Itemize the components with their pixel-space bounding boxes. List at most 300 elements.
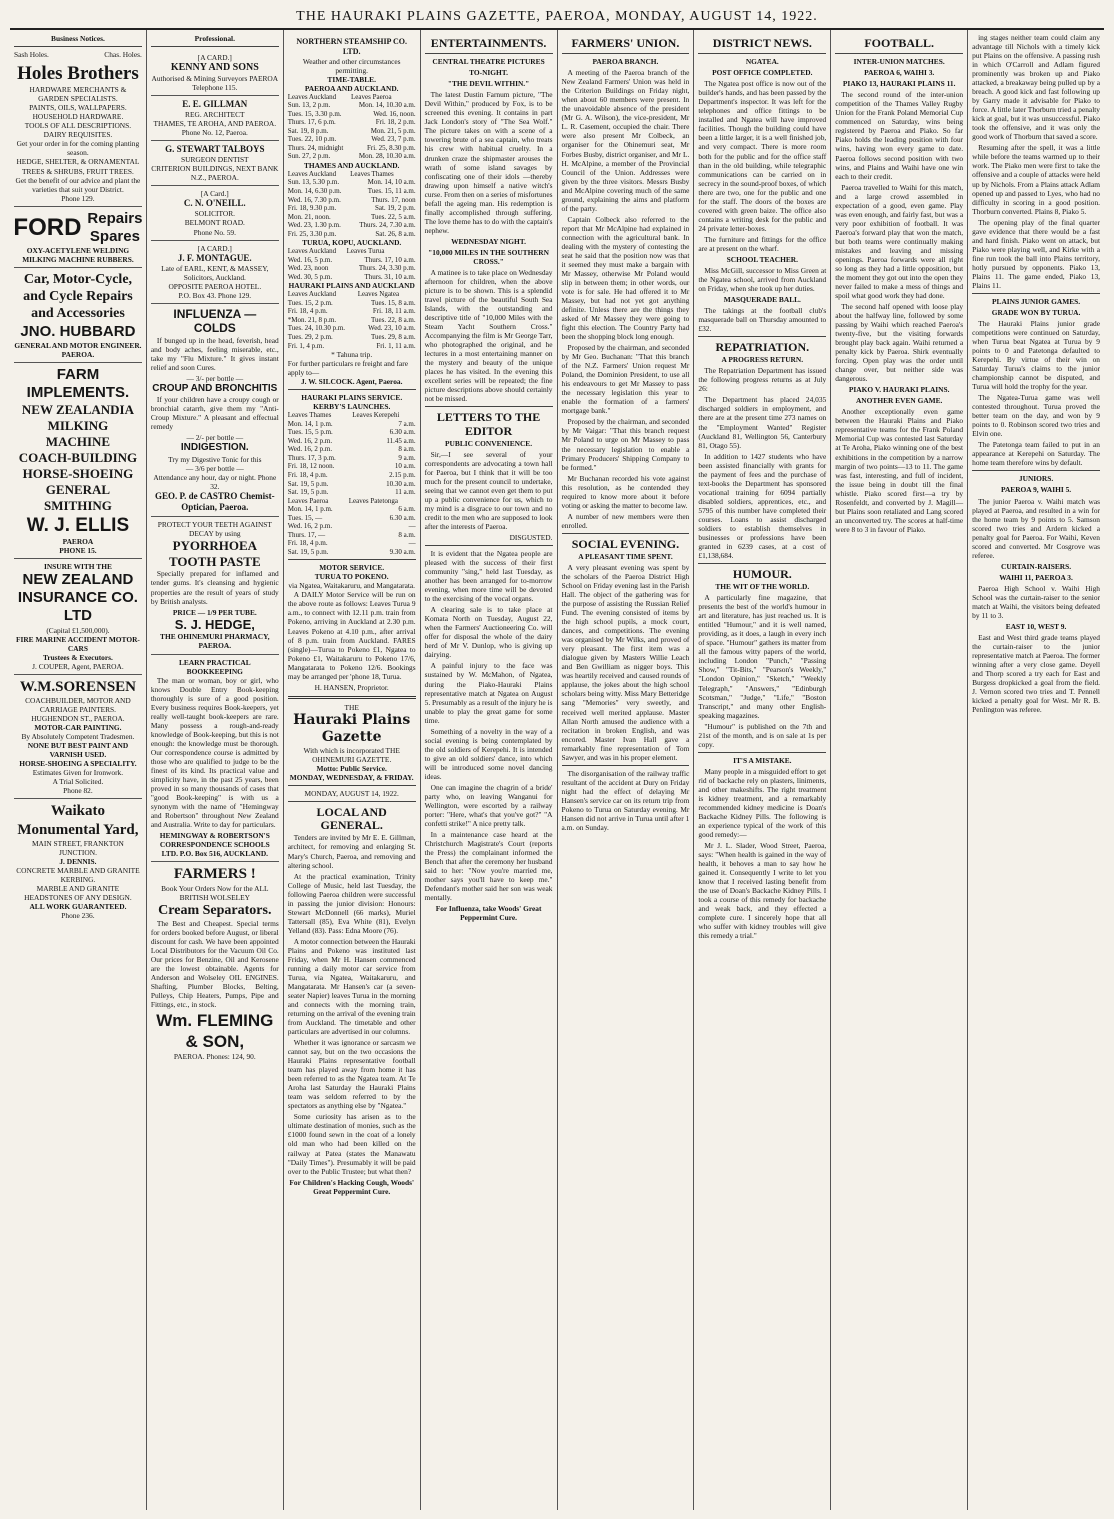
nss-title: NORTHERN STEAMSHIP CO. LTD. [296, 37, 407, 56]
farmers-heading: FARMERS' UNION. [571, 36, 680, 50]
card-line: Telephone 115. [192, 83, 238, 93]
table-row [288, 230, 416, 239]
fu-para: Mr Buchanan recorded his vote against this resolution, as he contended they required to know more about it before voting or asking the matter to become law. [561, 473, 690, 510]
table-row [288, 187, 416, 196]
farmers-ad [151, 862, 279, 1064]
table-cell: *Mon. 21, 8 p.m. [287, 315, 337, 324]
local-para: Some curiosity has arisen as to the ultimate destination of monies, such as the £1000 found sewn in the coat of a lonely old man who had been killed on the railway at Patea (states the Manawatu "Daily Times"). Presumably it will be paid over to the Public Trustee; but what then? [287, 1112, 416, 1176]
table-cell: Thurs. 17, 6 p.m. [287, 118, 336, 127]
sorensen-line: Phone 82. [63, 786, 93, 796]
ford-logo: FORD [13, 214, 82, 242]
curtain-score: WAIHI 11, PAEROA 3. [999, 572, 1073, 582]
letters-heading: LETTERS TO THE EDITOR [436, 410, 541, 438]
social-heading: SOCIAL EVENING. [571, 536, 680, 551]
table-row [288, 522, 416, 531]
pyorrhoea-price: PRICE — 1/9 PER TUBE. [172, 607, 257, 617]
progress-sub: A PROGRESS RETURN. [721, 355, 804, 365]
fb-sub: PIAKO V. HAURAKI PLAINS. [848, 385, 950, 395]
table-cell: Wed. 23, noon [287, 264, 329, 273]
table-row [288, 264, 416, 273]
branch-sub: PAEROA BRANCH. [592, 57, 659, 67]
silcock: J. W. SILCOCK. Agent, Paeroa. [300, 377, 403, 387]
table-cell: Sat. 19, 2 p.m. [374, 204, 416, 213]
table-cell: Wed. 23, 7 p.m. [371, 135, 416, 144]
table-cell: 8 a.m. [398, 530, 416, 539]
fu-para: A number of new members were then enrolled. [561, 511, 690, 530]
ellis-line: PHONE 15. [59, 545, 97, 555]
freight: For further particulars re freight and fare apply to— [287, 359, 408, 378]
table-cell: Fri. 18, 11 a.m. [372, 307, 416, 316]
local2-para: One can imagine the chagrin of a bride' party who, on leaving Wanganui for Wellington, were escorted by a railway porter: "Here, what's that you've got?" "A confetti strike!" A nice pretty talk. [424, 782, 553, 828]
card-line: REG. ARCHITECT [185, 110, 245, 120]
section-heading: Professional. [194, 34, 235, 43]
table-cell: 7 a.m. [398, 419, 416, 428]
sorensen-line: By Absolutely Competent Tradesmen. [21, 732, 135, 742]
table-row [288, 505, 416, 514]
table-cell: Wed. 16, 5 p.m. [287, 255, 333, 264]
table-cell: Thurs. 31, 10 a.m. [364, 272, 416, 281]
sorensen-line: A Trial Solicited. [52, 777, 104, 787]
table-header: Leaves Paeroa [351, 92, 392, 101]
table-row [288, 488, 416, 497]
fb-para: The second round of the inter-union competition of the Thames Valley Rugby Union for the Frank Poland Memorial Cup commenced on Saturday, wins being registered by Paeroa and Piako. So far Piako holds the leading position with four wins, having won every game to date. Paeroa follows second position with two wins, and Plains and Waihi have one win each to their credit. [835, 90, 964, 181]
miles-para: A matinee is to take place on Wednesday afternoon for children, when the above picture is to be shown. This is a splendid travel picture of the beautiful South Sea Islands, with the outstanding and descriptive title of "10,000 Miles with the Steam Yacht Southern Cross." Accompanying the film is Mr George Tarr, who photographed the original, and he lectures in a most entertaining manner on the mystery and beauty of the unique places he has visited. In the evening this excellent series will be repeated; the fine picture descriptions above should certainly not be missed. [424, 267, 553, 404]
juniors-score: PAEROA 9, WAIHI 5. [1000, 485, 1072, 495]
table-cell: 6.30 a.m. [389, 513, 416, 522]
east-text: East and West third grade teams played the curtain-raiser to the junior representative match at Paeroa. The former winning after a very close game. Deyell and Thorp scored a try each for East and Burgess dropkicked a goal from the field. J. Vernon scored two tries and T. Pennell kicked a penalty goal for West. Mr R. B. Penlington was referee. [972, 632, 1100, 715]
table-cell: Tues. 15, 3.30 p.m. [287, 109, 342, 118]
gazette-date: MONDAY, AUGUST 14, 1922. [304, 789, 399, 799]
table-header: Leaves Patetonga [348, 496, 398, 505]
card-line: Phone No. 12, Paeroa. [181, 128, 248, 138]
table-cell: Wed. 30, 5 p.m. [287, 272, 333, 281]
table-header: Leaves Thames [287, 411, 332, 420]
table-cell: Tues. 22, 10 p.m. [287, 135, 337, 144]
table-cell: Mon. 14, 1 p.m. [287, 419, 333, 428]
table-cell: Mon. 14, 1 p.m. [287, 505, 333, 514]
nzic-line: Trustees & Executors. [43, 652, 113, 662]
influenza-text: If bunged up in the head, feverish, head and body aches, feeling miserable, etc., take my "Flu Mixture." It gives instant relief and soon Cures. [150, 335, 279, 372]
gazette-days: MONDAY, WEDNESDAY, & FRIDAY. [289, 773, 414, 782]
table-row [288, 539, 416, 548]
card-line: E. E. GILLMAN [182, 99, 248, 110]
table-cell: — [408, 539, 416, 548]
table-cell: Mon. 21, 5 p.m. [370, 126, 416, 135]
table-cell: Thurs. 24, 7.30 a.m. [359, 221, 416, 230]
tk-table [288, 247, 416, 281]
table-cell: 6.30 a.m. [389, 428, 416, 437]
ta-heading: THAMES AND AUCKLAND. [303, 160, 400, 170]
fleming-name: Wm. FLEMING & SON, [156, 1010, 274, 1051]
woods-ad: For Influenza, take Woods' Great Peppermint Cure. [435, 904, 542, 923]
table-cell: Thurs. 17, 3 p.m. [287, 453, 336, 462]
local-heading: LOCAL AND GENERAL. [316, 805, 387, 833]
table-cell: Tues. 15, 5 p.m. [287, 428, 333, 437]
nzic-title: NEW ZEALAND INSURANCE CO. LTD [17, 570, 138, 625]
table-cell: 9.30 a.m. [389, 547, 416, 556]
table-cell: 10 a.m. [394, 462, 416, 471]
gazette-title: Hauraki Plains Gazette [293, 711, 411, 745]
table-cell: Wed. 23, 10 a.m. [368, 324, 416, 333]
holes-line: Phone 129. [61, 193, 95, 203]
table-row [288, 256, 416, 265]
junior-heading: PLAINS JUNIOR GAMES. [992, 296, 1081, 306]
card-line: C. N. O'NEILL. [183, 198, 246, 209]
letter-signature: DISGUSTED. [509, 533, 553, 543]
wit-sub: THE WIT OF THE WORLD. [715, 582, 810, 592]
mistake-para: Many people in a misguided effort to get rid of backache rely on plasters, liniments, and other makeshifts. The right treatment is kidney treatment, and a remarkably recommended kidney medicine is Doan's Backache Kidney Pills. The following is an experience typical of the work of this good remedy:— [698, 766, 827, 839]
kenny-card [151, 50, 279, 96]
fu-para: A meeting of the Paeroa branch of the New Zealand Farmers' Union was held in the Criterion Buildings on Friday night, when about 60 members were present. In the unavoidable absence of the president (Mr G. A. Wilson), the vice-president, Mr L. R. Casement, occupied the chair. There were also present Mr Colbeck, an organiser for the Ohinemuri seat, Mr Forbes Busby, district organiser, and Mr L. H. McAlpine, a member of the Provincial Council of the Union. Addresses were given by the three visitors. Messrs Busby and McAlpine covering much of the same ground, explaining the aims and platform of the party. [561, 68, 690, 213]
hubbard-line: GENERAL AND MOTOR ENGINEER. [14, 340, 142, 350]
coach-title: COACH-BUILDING HORSE-SHOEING GENERAL SMITHING [18, 450, 138, 513]
fb-para: Another exceptionally even game between the Hauraki Plains and Piako representative teams for the Frank Poland Memorial Cup was contested last Saturday at Te Aroha, Piako winning one of the best exhibitions in the competition by a narrow margin of two points—13 to 11. The game was fast, interesting, and full of incident, the issue being in doubt till the final whistle. Piako scored first—a try by Rosenfeldt, and converted by J. Magill—but Plains soon retaliated and Lang scored an unconverted try. The scores at half-time were 8 to 3 in favour of Piako. [835, 407, 964, 534]
table-row [288, 437, 416, 446]
card-line: THAMES, TE AROHA, AND PAEROA. [153, 119, 277, 129]
turua-sub: via Ngatea, Waitakaruru, and Mangatarata. [288, 581, 416, 591]
jr-para: The Hauraki Plains junior grade competitions were continued on Saturday, when Turua beat Ngatea at Turua by 9 points to 0 and Patetonga defaulted to Kerepehi. By virtue of their win on Saturday Turua's claims to the junior championship cannot be disputed, and Turua will hold the trophy for the year. [972, 318, 1100, 392]
repat-para: The Department has placed 24,035 discharged soldiers in employment, and there are at the present time 273 names on the "Employment Wanted" Register (Auckland 81, Wellington 56, Canterbury 81, Otago 55). [698, 395, 827, 450]
kerby-title: KERBY'S LAUNCHES. [313, 402, 391, 412]
table-row [288, 307, 416, 316]
pleasant-sub: A PLEASANT TIME SPENT. [578, 551, 673, 561]
table-row [288, 462, 416, 471]
post-sub: POST OFFICE COMPLETED. [712, 68, 813, 78]
hps-title: HAURAKI PLAINS SERVICE. [301, 393, 403, 403]
table-cell: Fri. 25, 3.30 p.m. [287, 229, 337, 238]
column-4-entertainments [421, 30, 558, 1510]
table-row [288, 178, 416, 187]
social-para: A very pleasant evening was spent by the scholars of the Paeroa District High School on Friday evening last in the Parish Hall. The object of the gathering was for the purpose of assisting the Russian Relief Fund. The evening consisted of items by the high school pupils, a mock court, dances, and competitions. The evening was organised by Mr Wilks, and proved of very pleasant. The first item was a dialogue given by Masters Willie Leach and Ben Gwilliam as nigger boys. This was heartily received and caused rounds of applause, the jokes about the high school scholars being witty. Miss Mary Betteridge sang "Memories" very sweetly, and received well merited applause. Master Allan North amused the audience with a recitation in broken English, and was encored. Master Ivan Hall gave a remarkably fine representation of Tom Sawyer, and was in his proper element. [561, 563, 690, 762]
table-row [288, 454, 416, 463]
croup-text: If your children have a croupy cough or bronchial catarrh, give them my "Anti-Croup Mixture." A pleasant and effectual remedy [150, 395, 279, 432]
waikato-line: MAIN STREET, FRANKTON JUNCTION. [31, 839, 124, 858]
table-row [288, 428, 416, 437]
sorensen-line: MOTOR-CAR PAINTING. [34, 723, 122, 733]
table-row [288, 127, 416, 136]
nzic-line: (Capital £1,500,000). [46, 625, 110, 635]
gillman-card [151, 96, 279, 141]
table-cell: Thurs. 17, 10 a.m. [364, 255, 416, 264]
holes-line: PAINTS, OILS, WALLPAPERS. [29, 103, 127, 113]
sorensen-title: W.M.SORENSEN [19, 678, 136, 695]
social-para: The disorganisation of the railway traffic resultant of the accident at Dury on Friday night had the effect of delaying Mr Hansen's service car on its return trip from Pokeno to Turua on Saturday evening. Mr Hansen did not arrive in Turua until after 1 a.m. on Sunday. [561, 768, 690, 832]
card-line: [A CARD.] [197, 53, 232, 63]
table-row [288, 445, 416, 454]
table-row [288, 480, 416, 489]
holes-line: HEDGE, SHELTER, & ORNAMENTAL TREES & SHRUBS, FRUIT TREES. [16, 157, 140, 176]
ford-repairs: Repairs Spares [87, 209, 143, 245]
table-row [288, 152, 416, 161]
mistake-para: Mr J. L. Slader, Wood Street, Paeroa, says: "When health is gained in the way of health, it behoves a man to say how he gained it. Consequently I write to let you know that I received lasting benefit from the use of Doan's Backache Kidney Pills. I took a course of this remedy for backache and weak back, and they effected a complete cure. I sincerely hope that all who suffer with kidney troubles will give this remedy a trial." [698, 841, 827, 941]
hemingway: HEMINGWAY & ROBERTSON'S CORRESPONDENCE SCHOOLS LTD. P.O. Box 516, AUCKLAND. [159, 831, 270, 859]
talboys-card [151, 141, 279, 186]
card-line: SURGEON DENTIST [181, 155, 249, 165]
waikato-title: Waikato Monumental Yard, [17, 803, 139, 838]
table-row [288, 196, 416, 205]
car-repairs-title: Car, Motor-Cycle, and Cycle Repairs and Accessories [23, 272, 133, 322]
table-cell: Sun. 13, 2 p.m. [287, 101, 331, 110]
turua-title: TURUA TO POKENO. [314, 572, 389, 582]
table-cell: Tues. 24, 10.30 p.m. [287, 324, 346, 333]
table-cell: Wed. 23, 1.30 p.m. [287, 221, 341, 230]
table-cell: Sat. 19, 5 p.m. [287, 547, 329, 556]
masq-sub: MASQUERADE BALL. [723, 294, 801, 304]
oneill-card [151, 186, 279, 240]
column-3-timetables [284, 30, 421, 1510]
kerby2-table [288, 497, 416, 557]
masq-text: The takings at the football club's masquerade ball on Thursday amounted to £32. [698, 306, 827, 334]
chemist-ad [151, 304, 279, 517]
sorensen-line: HUGHENDON ST., PAEROA. [31, 714, 125, 724]
timetable-title: TIME-TABLE. [327, 74, 376, 84]
card-line: BELMONT ROAD. [184, 218, 245, 228]
table-cell: Mon. 21, noon. [287, 212, 331, 221]
local2-para: It is evident that the Ngatea people are pleased with the success of their first community "sing," held last Tuesday, as another has been arranged for to-morrow evening, when more time will be devoted to the exercising of the vocal organs. [424, 549, 553, 604]
table-row [288, 316, 416, 325]
ford-line: MILKING MACHINE RUBBERS. [22, 255, 134, 265]
ent-heading: ENTERTAINMENTS. [430, 36, 547, 50]
table-cell: Fri. 18, 12 noon. [287, 462, 335, 471]
holes-line: TOOLS OF ALL DESCRIPTIONS. DAIRY REQUISITES. [24, 121, 132, 140]
indigestion-price: — 3/6 per bottle — [185, 463, 244, 473]
table-cell: Tues. 22, 8 a.m. [370, 315, 416, 324]
inter-sub: INTER-UNION MATCHES. [853, 57, 945, 67]
kerby-table [288, 411, 416, 496]
influenza-title: INFLUENZA — COLDS [173, 306, 257, 336]
table-cell: 9 a.m. [398, 453, 416, 462]
school-sub: SCHOOL TEACHER. [726, 254, 798, 264]
attendance: Attendance any hour, day or night. Phone 32. [153, 472, 277, 491]
farmers-title: FARMERS ! [173, 866, 256, 883]
local2-para: In a maintenance case heard at the Christchurch Magistrate's Court (reports the Press) the complainant informed the Bench that after the ceremony her husband said to her: "Now you're married me, mother says you'll have to keep me." Defendant's mother said her son was weak mentally. [424, 830, 553, 903]
fb-para: Paeroa travelled to Waihi for this match, and a large crowd assembled in expectation of a good, even game. Play was even enough, and fairly fast, but was a very poor exhibition of football. It was Paeroa's forward play that won the match, but both teams were continually making mistakes and leaving and missing openings. Paeroa forwards were all right so long as they had a little opposition, but the moment they got out into the open they never failed to make a mess of things and spoil what good work they had done. [835, 182, 964, 300]
score-sub: PAEROA 6, WAIHI 3. [864, 68, 935, 78]
table-row [288, 135, 416, 144]
table-row [288, 204, 416, 213]
table-cell: Fri. 1, 4 p.m. [287, 341, 325, 350]
table-row [288, 342, 416, 351]
indigestion-title: INDIGESTION. [180, 442, 249, 454]
curtain-text: Paeroa High School v. Waihi High School was the curtain-raiser to the senior match at Waihi, the visitors being defeated by 11 to 3. [972, 583, 1100, 620]
waikato-ad [14, 799, 142, 923]
school-text: Miss McGill, successor to Miss Green at the Ngatea school, arrived from Auckland on Friday, when she took up her duties. [698, 265, 827, 293]
cream-title: Cream Separators. [158, 902, 272, 918]
table-cell: Wed. 16, 2 p.m. [287, 522, 333, 531]
table-header: Leaves Thames [350, 169, 394, 178]
ellis-name: W. J. ELLIS [26, 514, 130, 536]
local-para: A motor connection between the Hauraki Plains and Pokeno was instituted last Friday, when Mr H. Hansen commenced running a daily motor car service from Turua, via Ngatea, Waitakaruru, and Mangatarata. Mr Hansen's car (a seven-seater Napier) leaves Turua in the morning and connects with the morning train, returning on the arrival of the evening train from Auckland. The timetable and other particulars are advertised in our columns. [287, 936, 416, 1037]
table-row [288, 144, 416, 153]
table-cell: Tues. 15, — [287, 513, 323, 522]
ellis-line: PAEROA [62, 536, 94, 546]
table-cell: Fri. 18, 2 p.m. [375, 118, 416, 127]
table-cell: Fri. 1, 11 a.m. [376, 341, 416, 350]
ford-line: OXY-ACETYLENE WELDING [26, 246, 130, 256]
hubbard-line: PAEROA. [61, 349, 95, 359]
fleming-sub: PAEROA. Phones: 124, 90. [173, 1052, 256, 1062]
table-cell: Mon. 14, 10 a.m. [367, 178, 416, 187]
column-5-farmers-union [558, 30, 695, 1510]
holes-line: Get the benefit of our advice and plant the varieties that suit your District. [15, 175, 141, 194]
table-cell: Thurs. 17, noon [371, 195, 416, 204]
repat-para: In addition to 1427 students who have been assisted financially with grants for the payment of fees and the purchase of text-books the Department has sponsored vocational training for 6094 partially disabled soldiers, apprentices, etc., and 5795 of this number have completed their courses. Loans to assist discharged soldiers to establish themselves in businesses or professions have been granted in 6239 cases, at a cost of £1,138,684. [698, 451, 827, 560]
ad-name-left: Sash Holes. [14, 50, 49, 60]
table-row [288, 273, 416, 282]
table-cell: Mon. 14, 6.30 p.m. [287, 186, 342, 195]
table-header: Leaves Kerepehi [352, 411, 400, 420]
masthead: THE HAURAKI PLAINS GAZETTE, PAEROA, MONDAY, AUGUST 14, 1922. [10, 6, 1104, 30]
farm-title: FARM IMPLEMENTS. [26, 365, 130, 402]
waikato-line: ALL WORK GUARANTEED. [29, 902, 127, 912]
table-cell: Sat. 19, 5 p.m. [287, 488, 329, 497]
table-cell: Sat. 26, 8 a.m. [375, 229, 416, 238]
table-cell: Sat. 19, 8 p.m. [287, 126, 329, 135]
mistake-sub: IT'S A MISTAKE. [733, 755, 792, 765]
grade-sub: GRADE WON BY TURUA. [991, 307, 1081, 317]
local2-para: A clearing sale is to take place at Komata North on Tuesday, August 22, when the Farmers' Auctioneering Co. will offer for disposal the whole of the dairy herd of Mr V. Dunlop, who is giving up dairying. [424, 605, 553, 660]
holes-line: HARDWARE MERCHANTS & GARDEN SPECIALISTS. [29, 85, 127, 104]
table-row [288, 299, 416, 308]
card-line: SOLICITOR. [194, 209, 235, 219]
local-para: Whether it was ignorance or sarcasm we cannot say, but on the two occasions the Hauraki Plains representative football team has played away from home it has been referred to as the Ngatea team. At Te Aroha last Saturday the Hauraki Plains team was seldom referred to by the spectators as anything else by "Ngatea." [287, 1038, 416, 1111]
sorensen-ad [14, 675, 142, 800]
table-cell: Thurs. 24, 3.30 p.m. [358, 264, 416, 273]
district-heading: DISTRICT NEWS. [712, 36, 812, 50]
waikato-line: MARBLE AND GRANITE HEADSTONES OF ANY DESIGN. [24, 884, 132, 903]
card-line: [A CARD.] [197, 243, 232, 253]
table-cell: Wed. 16, 7.30 p.m. [287, 195, 341, 204]
table-cell: Sun. 13, 5.30 p.m. [287, 178, 340, 187]
table-cell: Fri. 18, 9.30 p.m. [287, 204, 337, 213]
columns [10, 30, 1104, 1510]
croup-title: CROUP AND BRONCHITIS [152, 383, 278, 395]
card-line: G. STEWART TALBOYS [165, 144, 265, 155]
table-header: Leaves Auckland [287, 290, 337, 299]
influenza-price: — 3/- per bottle — [186, 374, 244, 384]
wed-sub: WEDNESDAY NIGHT. [451, 236, 526, 246]
holes-line: Get your order in for the coming planting season. [16, 139, 140, 158]
humour-para: A particularly fine magazine, that presents the best of the world's humour in art and literature, has just reached us. It is entitled "Humour," and it is well named, providing, as it does, a laugh in every inch of space. "Humour" gathers its matter from all the famous witty papers of the world, including London "Punch," "Passing Show," "Tit-Bits," "Pearson's Weekly," "London Opinion," "Sketch," "Weekly Telegraph," "Answers," "Edinburgh Scotsman," "Judge," "Life," "Boston Transcript," and many other English-speaking magazines. [698, 593, 827, 720]
humour-para: "Humour" is published on the 7th and 21st of the month, and is on sale at 1s per copy. [698, 721, 827, 749]
waikato-line: Phone 236. [61, 911, 95, 921]
nzic-line: FIRE MARINE ACCIDENT MOTOR-CARS [15, 634, 140, 653]
fu-para: Captain Colbeck also referred to the report that Mr McAlpine had explained in connection with the agricultural bank. In dealing with the mystery of contesting the seat he said that the position now was that it seemed they must make a bargain with Mr Massey, otherwise Mr Poland would slip in between them; in other words, our vote is for sale. He had offered it to Mr Massey, but had not yet got anything definite. Unless there are the things they asked of Mr Massey they were going to fight this election. The Country Party had been the shopping block long enough. [561, 214, 690, 342]
table-row [288, 324, 416, 333]
ta-table [288, 170, 416, 238]
fu-para: Proposed by the chairman, and seconded by Mr Vaigar: "That this branch request Mr Poland to urge on Mr Massey to pass the necessary legislation to enable a Primary Producers' Shipping Company to be formed." [561, 417, 690, 472]
hedge-name: S. J. HEDGE, [174, 616, 255, 632]
farm-implements-ad [14, 363, 142, 559]
fb-sub: ANOTHER EVEN GAME. [855, 396, 943, 406]
hubbard-name: JNO. HUBBARD [20, 322, 136, 340]
card-line: OPPOSITE PAEROA HOTEL. [168, 281, 262, 291]
humour-heading: HUMOUR. [732, 566, 792, 581]
table-header: Leaves Turua [346, 247, 385, 256]
score-sub: PIAKO 13, HAURAKI PLAINS 11. [842, 79, 956, 89]
table-cell: Mon. 14, 10.30 a.m. [358, 101, 416, 110]
repat-para: The Repatriation Department has issued the following progress returns as at July 26: [698, 366, 827, 394]
curtain-heading: CURTAIN-RAISERS. [1001, 561, 1072, 571]
table-cell: Wed. 16, 2 p.m. [287, 436, 333, 445]
table-row [288, 333, 416, 342]
table-header: Leaves Auckland [287, 169, 337, 178]
farmers-text: Book Your Orders Now for the ALL BRITISH WOLSELEY [161, 883, 269, 902]
sorensen-line: NONE BUT BEST PAINT AND VARNISH USED. [27, 741, 129, 760]
montague-card [151, 241, 279, 304]
card-line: Phone No. 59. [193, 227, 236, 237]
tk-heading: TURUA, KOPU, AUCKLAND. [302, 238, 402, 248]
table-header: Leaves Ngatea [357, 290, 400, 299]
table-cell: Thurs. 24, midnight [287, 143, 344, 152]
column-7-football [831, 30, 968, 1510]
waikato-line: CONCRETE MARBLE AND GRANITE KERBING. [16, 866, 140, 885]
table-cell: Sat. 19, 5 p.m. [287, 479, 329, 488]
table-cell: Fri. 18, 4 p.m. [287, 307, 328, 316]
central-sub: CENTRAL THEATRE PICTURES [432, 57, 545, 67]
car-repairs-ad [14, 268, 142, 363]
insure-with: INSURE WITH THE [43, 561, 112, 571]
local-para: At the practical examination, Trinity College of Music, held last Tuesday, the following Paeroa children were successful in passing the junior division: Honours: Stewart McDonnell (66 marks), Muriel Tattersall (85), Eva White (81), Evelyn Yelland (83). Pass: Edna Moore (76). [287, 871, 416, 935]
table-cell: 2.15 p.m. [389, 470, 416, 479]
table-row [288, 110, 416, 119]
card-line: P.O. Box 43. Phone 129. [178, 290, 252, 300]
table-cell: Fri. 25, 8.30 p.m. [367, 143, 416, 152]
table-header: Leaves Auckland [287, 247, 337, 256]
hp-heading: HAURAKI PLAINS AND AUCKLAND [288, 281, 415, 291]
waikato-line: J. DENNIS. [59, 857, 97, 867]
fb-cont-para: The opening play of the final quarter gave evidence that there would be a fast and hard finish. Piako went on attack, but Piako were playing well, and Kirke with a fine run took the ball into Plains territory, hotly pursued by opponents. Piako 13, Plains 11. The game ended, Piako 13, Plains 11. [972, 217, 1100, 290]
hp-note: * Tahuna trip. [331, 350, 373, 360]
table-row [288, 221, 416, 230]
hack-ad: For Children's Hacking Cough, Woods' Great Peppermint Cure. [289, 1177, 415, 1196]
table-cell: Fri. 18, 4 p.m. [287, 470, 328, 479]
local2-para: A painful injury to the face was sustained by W. McMahon, of Ngatea, during the Piako-Hauraki Plains representative match at Ngatea on August 5. Presumably as a result of the injury he is unable to play the great game for some time. [424, 661, 553, 725]
pubconv-sub: PUBLIC CONVENIENCE. [445, 438, 533, 448]
gazette-incorp: With which is incorporated THE OHINEMURI GAZETTE. [303, 745, 400, 764]
table-row [288, 213, 416, 222]
table-cell: Sun. 27, 2 p.m. [287, 152, 331, 161]
table-row [288, 531, 416, 540]
column-8-sport [968, 30, 1104, 1510]
table-row [288, 471, 416, 480]
protect: PROTECT YOUR TEETH AGAINST DECAY by using [157, 519, 272, 538]
table-cell: Thurs. 17, — [287, 530, 326, 539]
table-cell: Wed. 16, noon. [373, 109, 416, 118]
local2-para: Something of a novelty in the way of a social evening is being contemplated by the old soldiers of Kerepehi. It is intended to give an old soldiers' dance, into which will be introduced some novel dancing ideas. [424, 726, 553, 781]
card-line: CRITERION BUILDINGS, NEXT BANK N.Z., PAEROA. [151, 164, 279, 183]
hansen: H. HANSEN, Proprietor. [314, 682, 389, 692]
post-para: The furniture and fittings for the office are at present on the wharf. [698, 234, 827, 253]
column-2-professional [147, 30, 284, 1510]
motor-text: A DAILY Motor Service will be run on the above route as follows: Leaves Turua 9 a.m., to connect with 12.11 p.m. train from Pokeno, arriving in Auckland at 2.30 p.m. Leaves Pokeno at 4.10 p.m., after arrival of 8 p.m. train from Auckland. FARES (single)—Turua to Pokeno £1, Ngatea to Pokeno £1, Waitakaruru to Pokeno 17/6, Mangatarata to Pokeno 12/6. Bookings may be arranged per 'phone 18, Turua. [287, 590, 416, 681]
local-para: Tenders are invited by Mr E. E. Gillman, architect, for removing and enlarging St. Mary's Church, Paeroa, and removing and altering school. [287, 833, 416, 870]
east-score: EAST 10, WEST 9. [1005, 621, 1067, 631]
table-row [288, 548, 416, 557]
letter-para: Sir,—I see several of your correspondents are advocating a town hall for Paeroa, but I think that it will be too much for the present council to undertake, seeing that we cannot even get them to put up a public convenience for us, which to my mind is a disgrace to our town and no credit to the men who are supposed to look after the interests of Paeroa. [424, 449, 553, 531]
pyorrhoea-title: PYORRHOEA TOOTH PASTE [168, 537, 261, 569]
motor-title: MOTOR SERVICE. [319, 563, 385, 573]
ent-para: The latest Dustin Farnum picture, "The Devil Within," produced by Fox, is to be screened this evening. It contains in part Jack London's story of "The Sea Wolf." The picture takes on with a scene of a towering brute of a sea captain, who treats his crew with habitual cruelty. In a drunken craze the shipmaster arouses the wrath of some island savages by confiscating one of their idols —thereby drawing upon himself a native witch's curse. From then on a series of misfortunes befall the ageing man. His redemption is finally accomplished through suffering. The love theme has to do with the captain's nephew. [424, 90, 553, 235]
column-1-business-notices [10, 30, 147, 1510]
card-line: Authorised & Mining Surveyors PAEROA [151, 74, 279, 84]
ford-ad [14, 207, 142, 269]
table-cell: 8 a.m. [398, 445, 416, 454]
hp-table [288, 290, 416, 350]
table-cell: Tues. 15, 11 a.m. [367, 186, 416, 195]
ngatea-sub: NGATEA. [745, 57, 779, 67]
indigestion-text: Try my Digestive Tonic for this [168, 454, 262, 464]
